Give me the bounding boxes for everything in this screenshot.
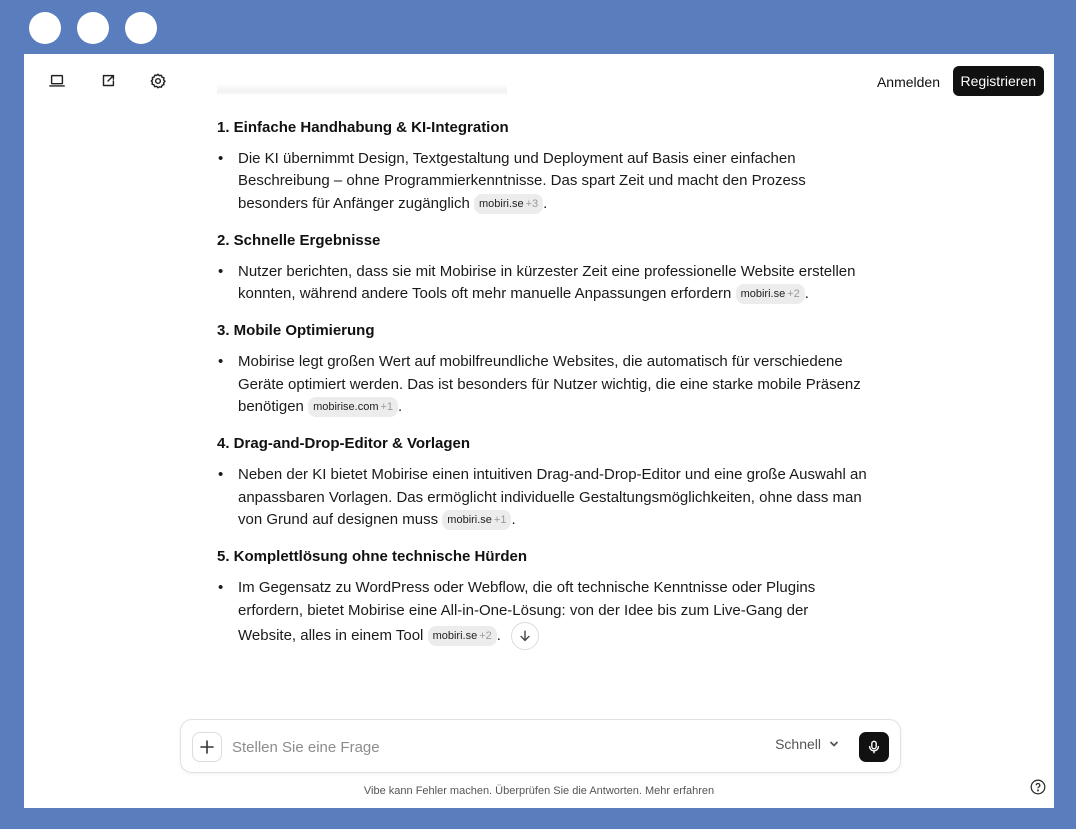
plus-icon (199, 739, 215, 755)
answer-content (217, 84, 867, 666)
source-chip[interactable] (308, 397, 398, 417)
disclaimer-text: Vibe kann Fehler machen. Überprüfen Sie die Antworten. (363, 785, 642, 797)
settings-icon[interactable] (145, 68, 171, 94)
window-dot[interactable] (29, 12, 61, 44)
source-chip[interactable] (474, 194, 543, 214)
sentence-period: . (398, 398, 403, 416)
source-name: mobirise.com (313, 401, 379, 414)
question-input[interactable] (232, 734, 752, 760)
help-icon (1030, 779, 1046, 795)
mode-select[interactable] (775, 736, 839, 752)
window-dot[interactable] (125, 12, 157, 44)
source-name: mobiri.se (432, 629, 478, 642)
app-window (24, 54, 1054, 808)
source-count: +2 (479, 629, 492, 642)
bullet-text: Die KI übernimmt Design, Textgestaltung und Deployment auf Basis einer einfachen Beschreibung – ohne Programmierkenntnisse. Das spart Zeit und macht den Prozess besonders für Anfänger zugänglich (238, 150, 806, 212)
answer-section (217, 231, 867, 306)
source-name: mobiri.se (447, 513, 492, 526)
bullet-text: Nutzer berichten, dass sie mit Mobirise in kürzester Zeit eine professionelle Website erstellen konnten, während andere Tools oft mehr manuelle Anpassungen erfordern (238, 262, 856, 303)
bullet-item (217, 261, 867, 306)
bullet-text: Im Gegensatz zu WordPress oder Webflow, die oft technische Kenntnisse oder Plugins erfordern, bietet Mobirise eine All-in-One-Lösung: von der Idee bis zum Live-Gang der Website, alles in einem Tool (238, 579, 816, 644)
section-title: 3. Mobile Optimierung (217, 322, 375, 340)
bullet-item (217, 148, 867, 215)
add-attachment-button[interactable] (192, 732, 222, 762)
answer-section (217, 547, 867, 650)
mode-label: Schnell (775, 736, 821, 752)
section-title: 4. Drag-and-Drop-Editor & Vorlagen (217, 435, 471, 453)
source-count: +2 (787, 288, 800, 301)
source-chip[interactable] (736, 284, 805, 304)
section-title: 5. Komplettlösung ohne technische Hürden (217, 548, 528, 566)
login-button[interactable]: Anmelden (876, 74, 940, 90)
share-icon[interactable] (95, 68, 121, 94)
window-dots (29, 12, 157, 44)
help-button[interactable] (1030, 779, 1046, 795)
composer (180, 719, 901, 773)
source-name: mobiri.se (740, 288, 786, 301)
arrow-down-icon (518, 629, 532, 643)
source-chip[interactable] (442, 510, 511, 530)
answer-section (217, 321, 867, 418)
learn-more-link[interactable]: Mehr erfahren (645, 785, 715, 797)
window-dot[interactable] (77, 12, 109, 44)
laptop-icon[interactable] (44, 68, 70, 94)
bullet-text: Neben der KI bietet Mobirise einen intuitiven Drag-and-Drop-Editor und eine große Auswahl an anpassbaren Vorlagen. Das ermöglicht individuelle Gestaltungsmöglichkeiten, ohne dass man von Grund auf designen muss (238, 466, 867, 528)
chevron-down-icon (829, 739, 839, 749)
source-count: +1 (493, 513, 507, 526)
faded-text-line (217, 84, 507, 96)
section-title: 1. Einfache Handhabung & KI-Integration (217, 119, 509, 136)
source-chip[interactable] (428, 626, 497, 646)
bullet-item (217, 577, 867, 650)
bullet-item (217, 464, 867, 531)
source-count: +1 (380, 401, 394, 414)
section-title: 2. Schnelle Ergebnisse (217, 231, 381, 249)
sentence-period: . (511, 510, 516, 528)
answer-section (217, 434, 867, 531)
scroll-down-button[interactable] (511, 622, 539, 650)
voice-input-button[interactable] (859, 732, 889, 762)
sentence-period: . (804, 285, 809, 303)
sentence-period: . (543, 194, 548, 212)
answer-section (217, 118, 867, 215)
source-count: +3 (525, 197, 539, 210)
disclaimer (24, 785, 1054, 797)
bullet-text: Mobirise legt großen Wert auf mobilfreundliche Websites, die automatisch für verschiedene Geräte optimiert werden. Das ist besonders für Nutzer wichtig, die eine starke mobile Präsenz benötigen (238, 353, 861, 416)
source-name: mobiri.se (479, 197, 524, 210)
register-button[interactable]: Registrieren (953, 66, 1044, 96)
bullet-item (217, 351, 867, 418)
microphone-icon (867, 740, 881, 754)
sentence-period: . (496, 626, 501, 644)
